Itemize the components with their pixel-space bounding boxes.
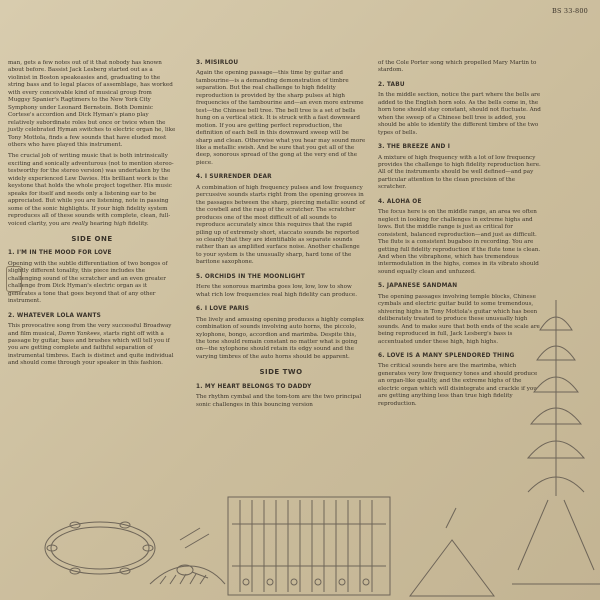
track-title: 4. ALOHA OE (378, 198, 422, 205)
track-title: 2. WHATEVER LOLA WANTS (8, 312, 101, 319)
track-description: The rhythm cymbal and the tom-tom are the two principal sonic challenges in this bouncing version (196, 394, 362, 408)
xylophone-drawing (228, 497, 390, 595)
intro-paragraph-2: The crucial job of writing music that is both intrinsically exciting and sonically adventurous (not to mention stereo-testworthy for the stereo version) was undertaken by the widely experienced Lew Davies. His brilliant work is the keystone that holds the whole project together. His music speaks for itself and needs only a listening ear to be appreciated. But while you are listening, note in passing some of the sonic highlights. If your high fidelity system reproduces all of these sounds with complete, clean, full-voiced clarity, you are really hearing high fidelity. (8, 153, 174, 227)
track-title: 1. MY HEART BELONGS TO DADDY (196, 383, 312, 390)
track-description: In the middle section, notice the part where the bells are added to the English horn solo. As the bells come in, the horn tone should stay constant, should not fluctuate. And when the sweep of a Chinese bell tree is added, you should be able to identify the different timbre of the two types of bells. (378, 92, 541, 136)
catalog-number: BS 33-800 (552, 7, 588, 15)
track-description: The critical sounds here are the marimba, which generates very low frequency tones and should produce an organ-like quality, and the extreme highs of the electric organ which will disintegrate and crackle if you are getting anything less than true high fidelity reproduction. (378, 363, 538, 407)
track-description: Again the opening passage—this time by guitar and tambourine—is a demanding demonstration of timbre separation. But the real challenge to high fidelity reproduction is provided by the sharp pulses at high frequencies of the tambourine and—an even more extreme test—the Chinese bell tree. The bell tree is a set of bells hung on a vertical stick. It is struck with a fast downward motion. If you are getting perfect reproduction, the definition of each bell in this downward sweep will be sharp and clean. Otherwise what you hear may sound more like a metallic swish. And be sure that you get all of the deep, sonorous spread of the gong at the very end of the piece. (196, 70, 366, 166)
track-title: 5. ORCHIDS IN THE MOONLIGHT (196, 273, 306, 280)
track-description: The focus here is on the middle range, an area we often neglect in looking for challenges in extreme highs and lows. But the middle range is just as critical for consistent, balanced reproduction—and just as difficult. The flute is a consistent bugaboo in recording. You are getting full fidelity reproduction if the flute tone is clean. And when the vibraphone, which has tremendous intermodulation in the highs, comes in its vibrato should sound equally clean and unfuzzed. (378, 209, 541, 275)
track-description: The opening passages involving temple blocks, Chinese cymbals and electric guitar build to some tremendous, shivering highs in Tony Mottola's guitar which has been deliberately treated to produce these unusually high sounds. And to make sure that both ends of the scale are being reproduced in full, Jack Lesberg's bass is accentuated under these high, high highs. (378, 293, 540, 345)
track-title: 3. MISIRLOU (196, 60, 239, 66)
track-title: 6. I LOVE PARIS (196, 306, 250, 313)
track-description: A combination of high frequency pulses and low frequency percussive sounds starts right from the opening grooves in the passages between the sharp, piercing metallic sound of the cowbell and the rasp of the scratcher. The scratcher produces one of the most difficult of all sounds to reproduce accurately since this requires that the rapid piling up of extremely short, staccato sounds be reported so cleanly that they are identifiable as separate sounds rather than as amplified surface noise. Another challenge to your system is the unusually sharp, hard tone of the baritone saxophone. (196, 184, 365, 266)
track-title: 3. THE BREEZE AND I (378, 144, 451, 151)
side-two-heading: SIDE TWO (259, 368, 303, 377)
track-description: The lively and amusing opening produces a highly complex combination of sounds involving auto horns, the piccolo, xylophone, bongo, accordion and marimba. Despite this, the tone should remain constant no matter what is going on—the xylophone should retain its edgy sound and the varying timbres of the auto horns should be apparent. (196, 316, 364, 360)
track-title: 5. JAPANESE SANDMAN (378, 283, 458, 290)
track-title: 1. I'M IN THE MOOD FOR LOVE (8, 250, 112, 257)
intro-paragraph-1: man, gets a few notes out of it that nobody has known about before. Bassist Jack Lesberg started out as a violinist in Boston speakeasies and, graduating to the string bass and to legal places of assemblage, has worked with every conceivable kind of musical group from Muggsy Spanier's Ragtimers to the New York City Symphony under Leonard Bernstein. Both Dominic Cortese's accordion and Dick Hyman's piano play relatively subordinate roles but once or twice when the justly celebrated Hyman switches to electric organ he, like Tony Mottola, finds a few sounds that have eluded most others who have played this instrument. (8, 60, 176, 148)
track-title: 6. LOVE IS A MANY SPLENDORED THING (378, 352, 515, 359)
track-description: This provocative song from the very successful Broadway and film musical, Damn Yankees, starts right off with a passage by guitar, bass and brushes which will tell you if you are getting complete and faithful separation of instrumental timbres. Each is distinct and quite individual and should come through your speaker in this fashion. (8, 323, 174, 367)
tambourine-drawing (45, 522, 155, 574)
track-description: Opening with the subtle differentiation of two bongos of slightly different tonality, this piece includes the challenging sound of the scratcher and an even greater challenge from Dick Hyman's electric organ as it generates a tone that goes beyond that of any other instrument. (8, 260, 168, 305)
track-description: Here the sonorous marimba goes low, low, low to show what rich low frequencies real high fidelity can produce. (196, 284, 357, 298)
bell-tree-drawing (512, 300, 600, 584)
continued-text: of the Cole Porter song which propelled Mary Martin to stardom. (378, 60, 537, 74)
track-title: 4. I SURRENDER DEAR (196, 174, 272, 181)
track-description: A mixture of high frequency with a lot of low frequency provides the challenge to high fidelity reproduction here. All of the instruments should be well defined—and pay particular attention to the clean precision of the scratcher. (378, 154, 541, 191)
track-title: 2. TABU (378, 81, 405, 88)
scratcher-drawing (150, 528, 225, 584)
triangle-drawing (410, 508, 494, 596)
side-one-heading: SIDE ONE (71, 234, 113, 243)
